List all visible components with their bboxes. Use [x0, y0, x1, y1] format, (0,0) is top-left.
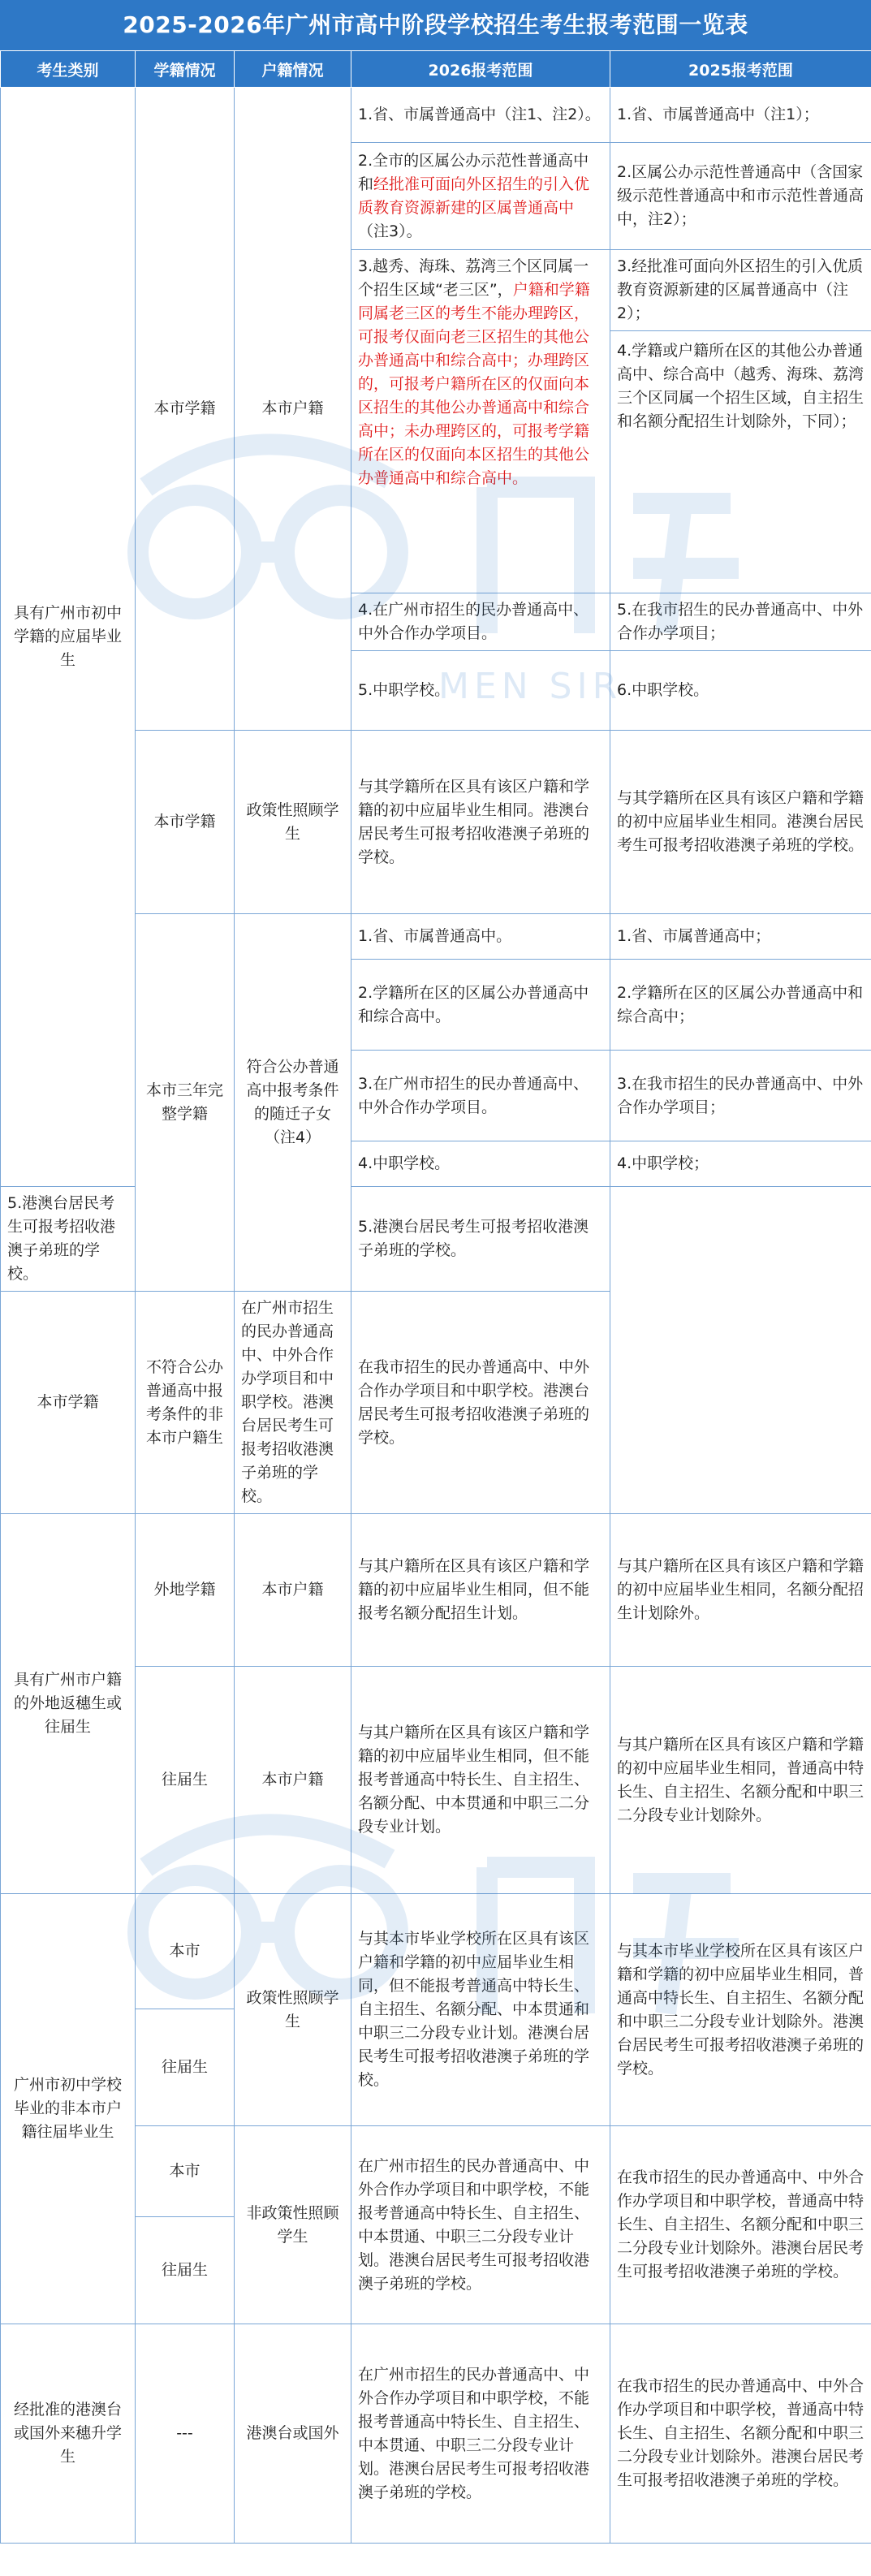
scope-2026-cell: 4.在广州市招生的民办普通高中、中外合作办学项目。: [351, 593, 610, 651]
scope-2026-cell: 在广州市招生的民办普通高中、中外合作办学项目和中职学校，不能报考普通高中特长生、自主招生、中本贯通、中职三二分段专业计划。港澳台居民考生可报考招收港澳子弟班的学校。: [351, 2126, 610, 2324]
table-row: [1, 1514, 871, 1667]
scope-2025-cell: 在我市招生的民办普通高中、中外合作办学项目和中职学校，普通高中特长生、自主招生、名额分配和中职三二分段专业计划除外。港澳台居民考生可报考招收港澳子弟班的学校。: [610, 2126, 871, 2324]
huji-cell: 政策性照顾学生: [235, 1894, 351, 2126]
scope-2025-cell: 5.在我市招生的民办普通高中、中外合作办学项目；: [610, 593, 871, 651]
scope-2025-cell: 与其学籍所在区具有该区户籍和学籍的初中应届毕业生相同。港澳台居民考生可报考招收港澳子弟班的学校。: [610, 731, 871, 914]
highlight-text: 经批准可面向外区招生的引入优质教育资源新建的区属普通高中: [358, 175, 590, 217]
category-cell: 经批准的港澳台或国外来穗升学生: [1, 2324, 136, 2544]
scope-2025-cell: [610, 250, 871, 593]
scope-2025-cell: 1.省、市属普通高中；: [610, 914, 871, 960]
scope-text: （注3）。: [358, 222, 422, 240]
xueji-cell: 本市学籍: [1, 1292, 136, 1514]
scope-2025-cell: 在我市招生的民办普通高中、中外合作办学项目和中职学校。港澳台居民考生可报考招收港澳子弟班的学校。: [351, 1292, 610, 1514]
xueji-cell: ---: [136, 2324, 235, 2544]
xueji-cell: 往届生: [136, 2009, 235, 2126]
xueji-cell: 外地学籍: [136, 1514, 235, 1667]
huji-cell: 本市户籍: [235, 1514, 351, 1667]
category-cell: 具有广州市初中学籍的应届毕业生: [1, 88, 136, 1187]
scope-2026-cell: 5.港澳台居民考生可报考招收港澳子弟班的学校。: [1, 1187, 136, 1292]
scope-2026-cell: 在广州市招生的民办普通高中、中外合作办学项目和中职学校，不能报考普通高中特长生、自主招生、中本贯通、中职三二分段专业计划。港澳台居民考生可报考招收港澳子弟班的学校。: [351, 2324, 610, 2544]
xueji-cell: 往届生: [136, 1667, 235, 1894]
table-row: [1, 1187, 871, 1292]
scope-2025-cell: 6.中职学校。: [610, 651, 871, 731]
huji-cell: 港澳台或国外: [235, 2324, 351, 2544]
scope-2026-cell: 1.省、市属普通高中（注1、注2）。: [351, 88, 610, 143]
scope-2025-cell: 与其户籍所在区具有该区户籍和学籍的初中应届毕业生相同，普通高中特长生、自主招生、名额分配和中职三二分段专业计划除外。: [610, 1667, 871, 1894]
scope-2025-cell: 5.港澳台居民考生可报考招收港澳子弟班的学校。: [351, 1187, 610, 1292]
scope-2026-cell: 与其本市毕业学校所在区具有该区户籍和学籍的初中应届毕业生相同，但不能报考普通高中特长生、自主招生、名额分配、中本贯通和中职三二分段专业计划。港澳台居民考生可报考招收港澳子弟班的学校。: [351, 1894, 610, 2126]
category-cell: 具有广州市户籍的外地返穗生或往届生: [1, 1514, 136, 1894]
scope-2026-cell: [351, 250, 610, 593]
page-title: 2025-2026年广州市高中阶段学校招生考生报考范围一览表: [0, 0, 871, 50]
header-2026: 2026报考范围: [351, 51, 610, 88]
xueji-cell: 本市: [136, 1894, 235, 2009]
huji-cell: 本市户籍: [235, 88, 351, 731]
scope-text: 2.全市的区属公办示范性普通高中和: [358, 151, 589, 193]
xueji-cell: 本市: [136, 2126, 235, 2217]
scope-2025-cell: 3.在我市招生的民办普通高中、中外合作办学项目；: [610, 1051, 871, 1141]
scope-2026-cell: [351, 143, 610, 250]
scope-2026-cell: 与其户籍所在区具有该区户籍和学籍的初中应届毕业生相同，但不能报考名额分配招生计划。: [351, 1514, 610, 1667]
scope-2025-cell: 与其户籍所在区具有该区户籍和学籍的初中应届毕业生相同，名额分配招生计划除外。: [610, 1514, 871, 1667]
scope-2026-cell: 与其户籍所在区具有该区户籍和学籍的初中应届毕业生相同，但不能报考普通高中特长生、自主招生、名额分配、中本贯通和中职三二分段专业计划。: [351, 1667, 610, 1894]
scope-text: 3.越秀、海珠、荔湾三个区同属一个招生区域“老三区”，: [358, 257, 589, 299]
admission-scope-table: [0, 50, 871, 2544]
huji-cell: 本市户籍: [235, 1667, 351, 1894]
header-row: [1, 51, 871, 88]
table-row: [1, 1894, 871, 2009]
highlight-text: 户籍和学籍同属老三区的考生不能办理跨区，可报考仅面向老三区招生的其他公办普通高中和综合高中；办理跨区的，可报考户籍所在区的仅面向本区招生的其他公办普通高中和综合高中；未办理跨区的，可报考学籍所在区的仅面向本区招生的其他公办普通高中和综合高中。: [358, 281, 590, 487]
scope-2026-cell: 3.在广州市招生的民办普通高中、中外合作办学项目。: [351, 1051, 610, 1141]
table-row: [1, 2324, 871, 2544]
table-row: [1, 88, 871, 143]
scope-2026-cell: 4.中职学校。: [351, 1141, 610, 1187]
scope-2025-cell: 在我市招生的民办普通高中、中外合作办学项目和中职学校，普通高中特长生、自主招生、名额分配和中职三二分段专业计划除外。港澳台居民考生可报考招收港澳子弟班的学校。: [610, 2324, 871, 2544]
header-category: 考生类别: [1, 51, 136, 88]
watermark-text: MEN SIR: [438, 666, 623, 707]
huji-cell: 政策性照顾学生: [235, 731, 351, 914]
xueji-cell: 本市学籍: [136, 88, 235, 731]
huji-cell: 非政策性照顾学生: [235, 2126, 351, 2324]
scope-2025-item: 4.学籍或户籍所在区的其他公办普通高中、综合高中（越秀、海珠、荔湾三个区同属一个招生区域，自主招生和名额分配招生计划除外，下同）；: [617, 342, 865, 430]
table-row: [1, 1292, 871, 1514]
category-cell: 广州市初中学校毕业的非本市户籍往届毕业生: [1, 1894, 136, 2324]
xueji-cell: 本市学籍: [136, 731, 235, 914]
scope-2025-cell: 4.中职学校；: [610, 1141, 871, 1187]
xueji-cell: 本市三年完整学籍: [136, 914, 235, 1292]
scope-2025-cell: 1.省、市属普通高中（注1）；: [610, 88, 871, 143]
header-2025: 2025报考范围: [610, 51, 871, 88]
scope-2025-cell: 2.学籍所在区的区属公办普通高中和综合高中；: [610, 960, 871, 1051]
scope-2025-cell: 2.区属公办示范性普通高中（含国家级示范性普通高中和市示范性普通高中，注2）；: [610, 143, 871, 250]
scope-2026-cell: 在广州市招生的民办普通高中、中外合作办学项目和中职学校。港澳台居民考生可报考招收港澳子弟班的学校。: [235, 1292, 351, 1514]
huji-cell: 不符合公办普通高中报考条件的非本市户籍生: [136, 1292, 235, 1514]
scope-2026-cell: 1.省、市属普通高中。: [351, 914, 610, 960]
scope-2026-cell: 与其学籍所在区具有该区户籍和学籍的初中应届毕业生相同。港澳台居民考生可报考招收港澳子弟班的学校。: [351, 731, 610, 914]
header-huji: 户籍情况: [235, 51, 351, 88]
huji-cell: 符合公办普通高中报考条件的随迁子女（注4）: [235, 914, 351, 1292]
scope-2026-cell: 5.中职学校。: [351, 651, 610, 731]
scope-2025-item: 3.经批准可面向外区招生的引入优质教育资源新建的区属普通高中（注2）；: [610, 250, 871, 331]
scope-2026-cell: 2.学籍所在区的区属公办普通高中和综合高中。: [351, 960, 610, 1051]
scope-2025-cell: 与其本市毕业学校所在区具有该区户籍和学籍的初中应届毕业生相同，普通高中特长生、自主招生、名额分配和中职三二分段专业计划除外。港澳台居民考生可报考招收港澳子弟班的学校。: [610, 1894, 871, 2126]
header-xueji: 学籍情况: [136, 51, 235, 88]
xueji-cell: 往届生: [136, 2217, 235, 2324]
